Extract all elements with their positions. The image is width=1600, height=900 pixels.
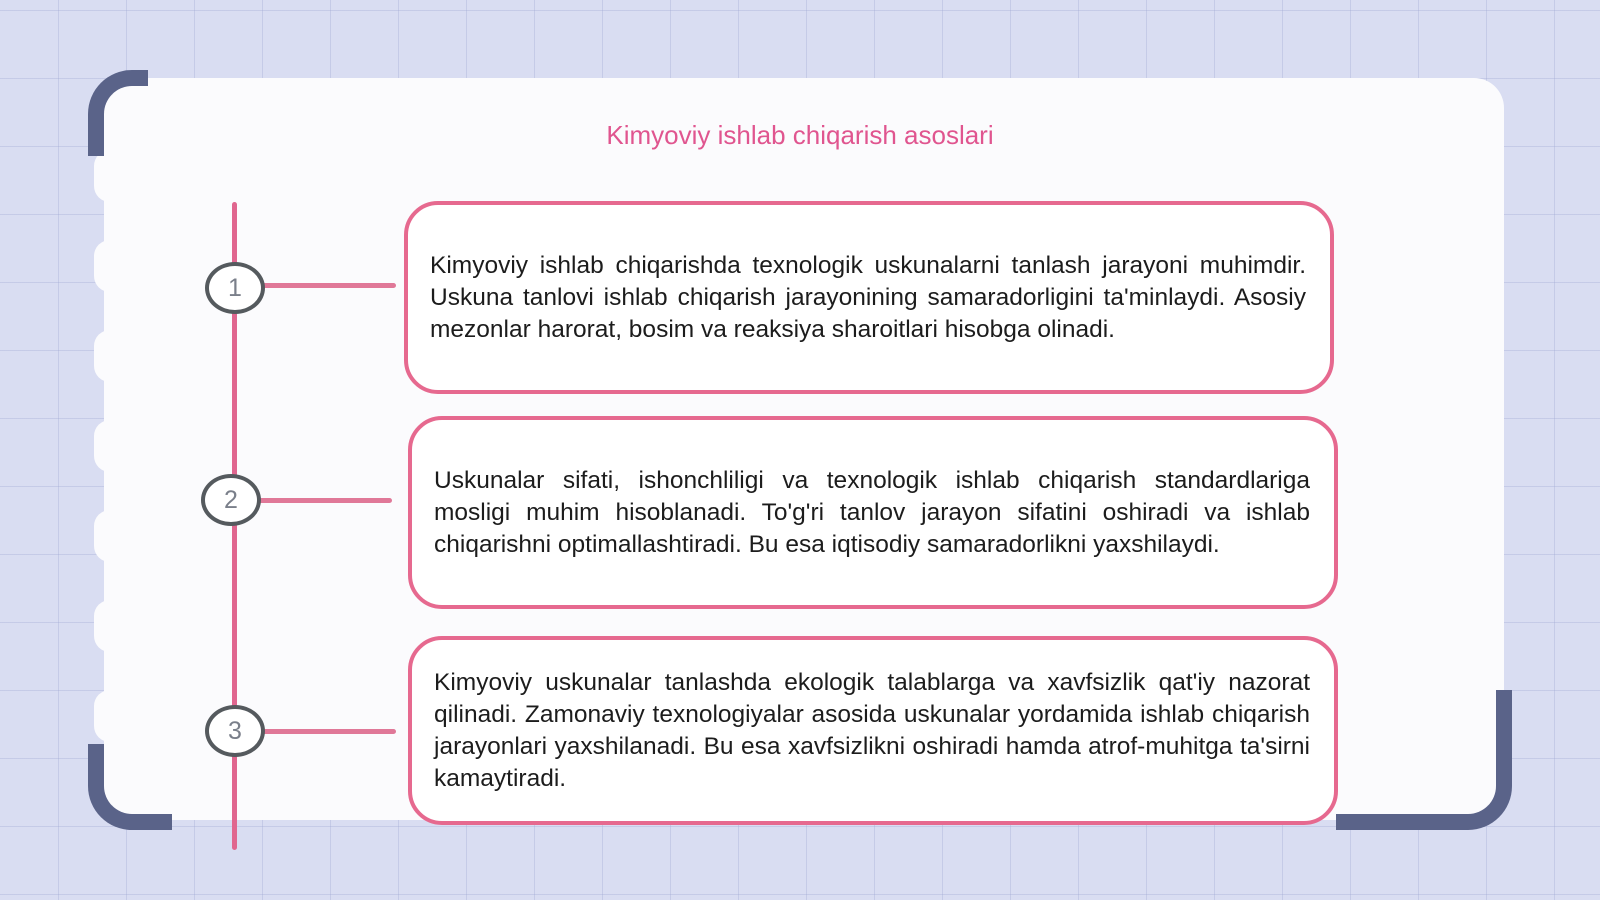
step-3-connector [262, 729, 396, 734]
step-1-text: Kimyoviy ishlab chiqarishda texnologik uskunalarni tanlash jarayoni muhimdir. Uskuna tanlovi ishlab chiqarish jarayonining samaradorligini ta'minlaydi. Asosiy mezonlar harorat, bosim va reaksiya sharoitlari hisobga olinadi. [430, 251, 1306, 343]
step-2-connector [258, 498, 392, 503]
step-2-box [408, 416, 1338, 609]
step-2-number: 2 [201, 474, 261, 526]
step-3-text: Kimyoviy uskunalar tanlashda ekologik talablarga va xavfsizlik qat'iy nazorat qilinadi. Zamonaviy texnologiyalar asosida uskunalar yordamida ishlab chiqarish jarayonlari yaxshilanadi. Bu esa xavfsizlikni oshiradi hamda atrof-muhitga ta'sirni kamaytiradi. [434, 668, 1310, 792]
slide-title: Kimyoviy ishlab chiqarish asoslari [606, 120, 994, 150]
frame-corner-top-left [88, 70, 148, 156]
step-1-number: 1 [205, 262, 265, 314]
step-2-text: Uskunalar sifati, ishonchliligi va texnologik ishlab chiqarish standardlariga mosligi muhim hisoblanadi. To'g'ri tanlov jarayon sifatini oshiradi va ishlab chiqarishni optimallashtiradi. Bu esa iqtisodiy samaradorlikni yaxshilaydi. [434, 466, 1310, 558]
step-3-number: 3 [205, 705, 265, 757]
step-1-connector [262, 283, 396, 288]
step-1-box [404, 201, 1334, 394]
step-3-box [408, 636, 1338, 825]
frame-corner-bottom-right [1336, 690, 1512, 830]
frame-corner-bottom-left [88, 744, 172, 830]
